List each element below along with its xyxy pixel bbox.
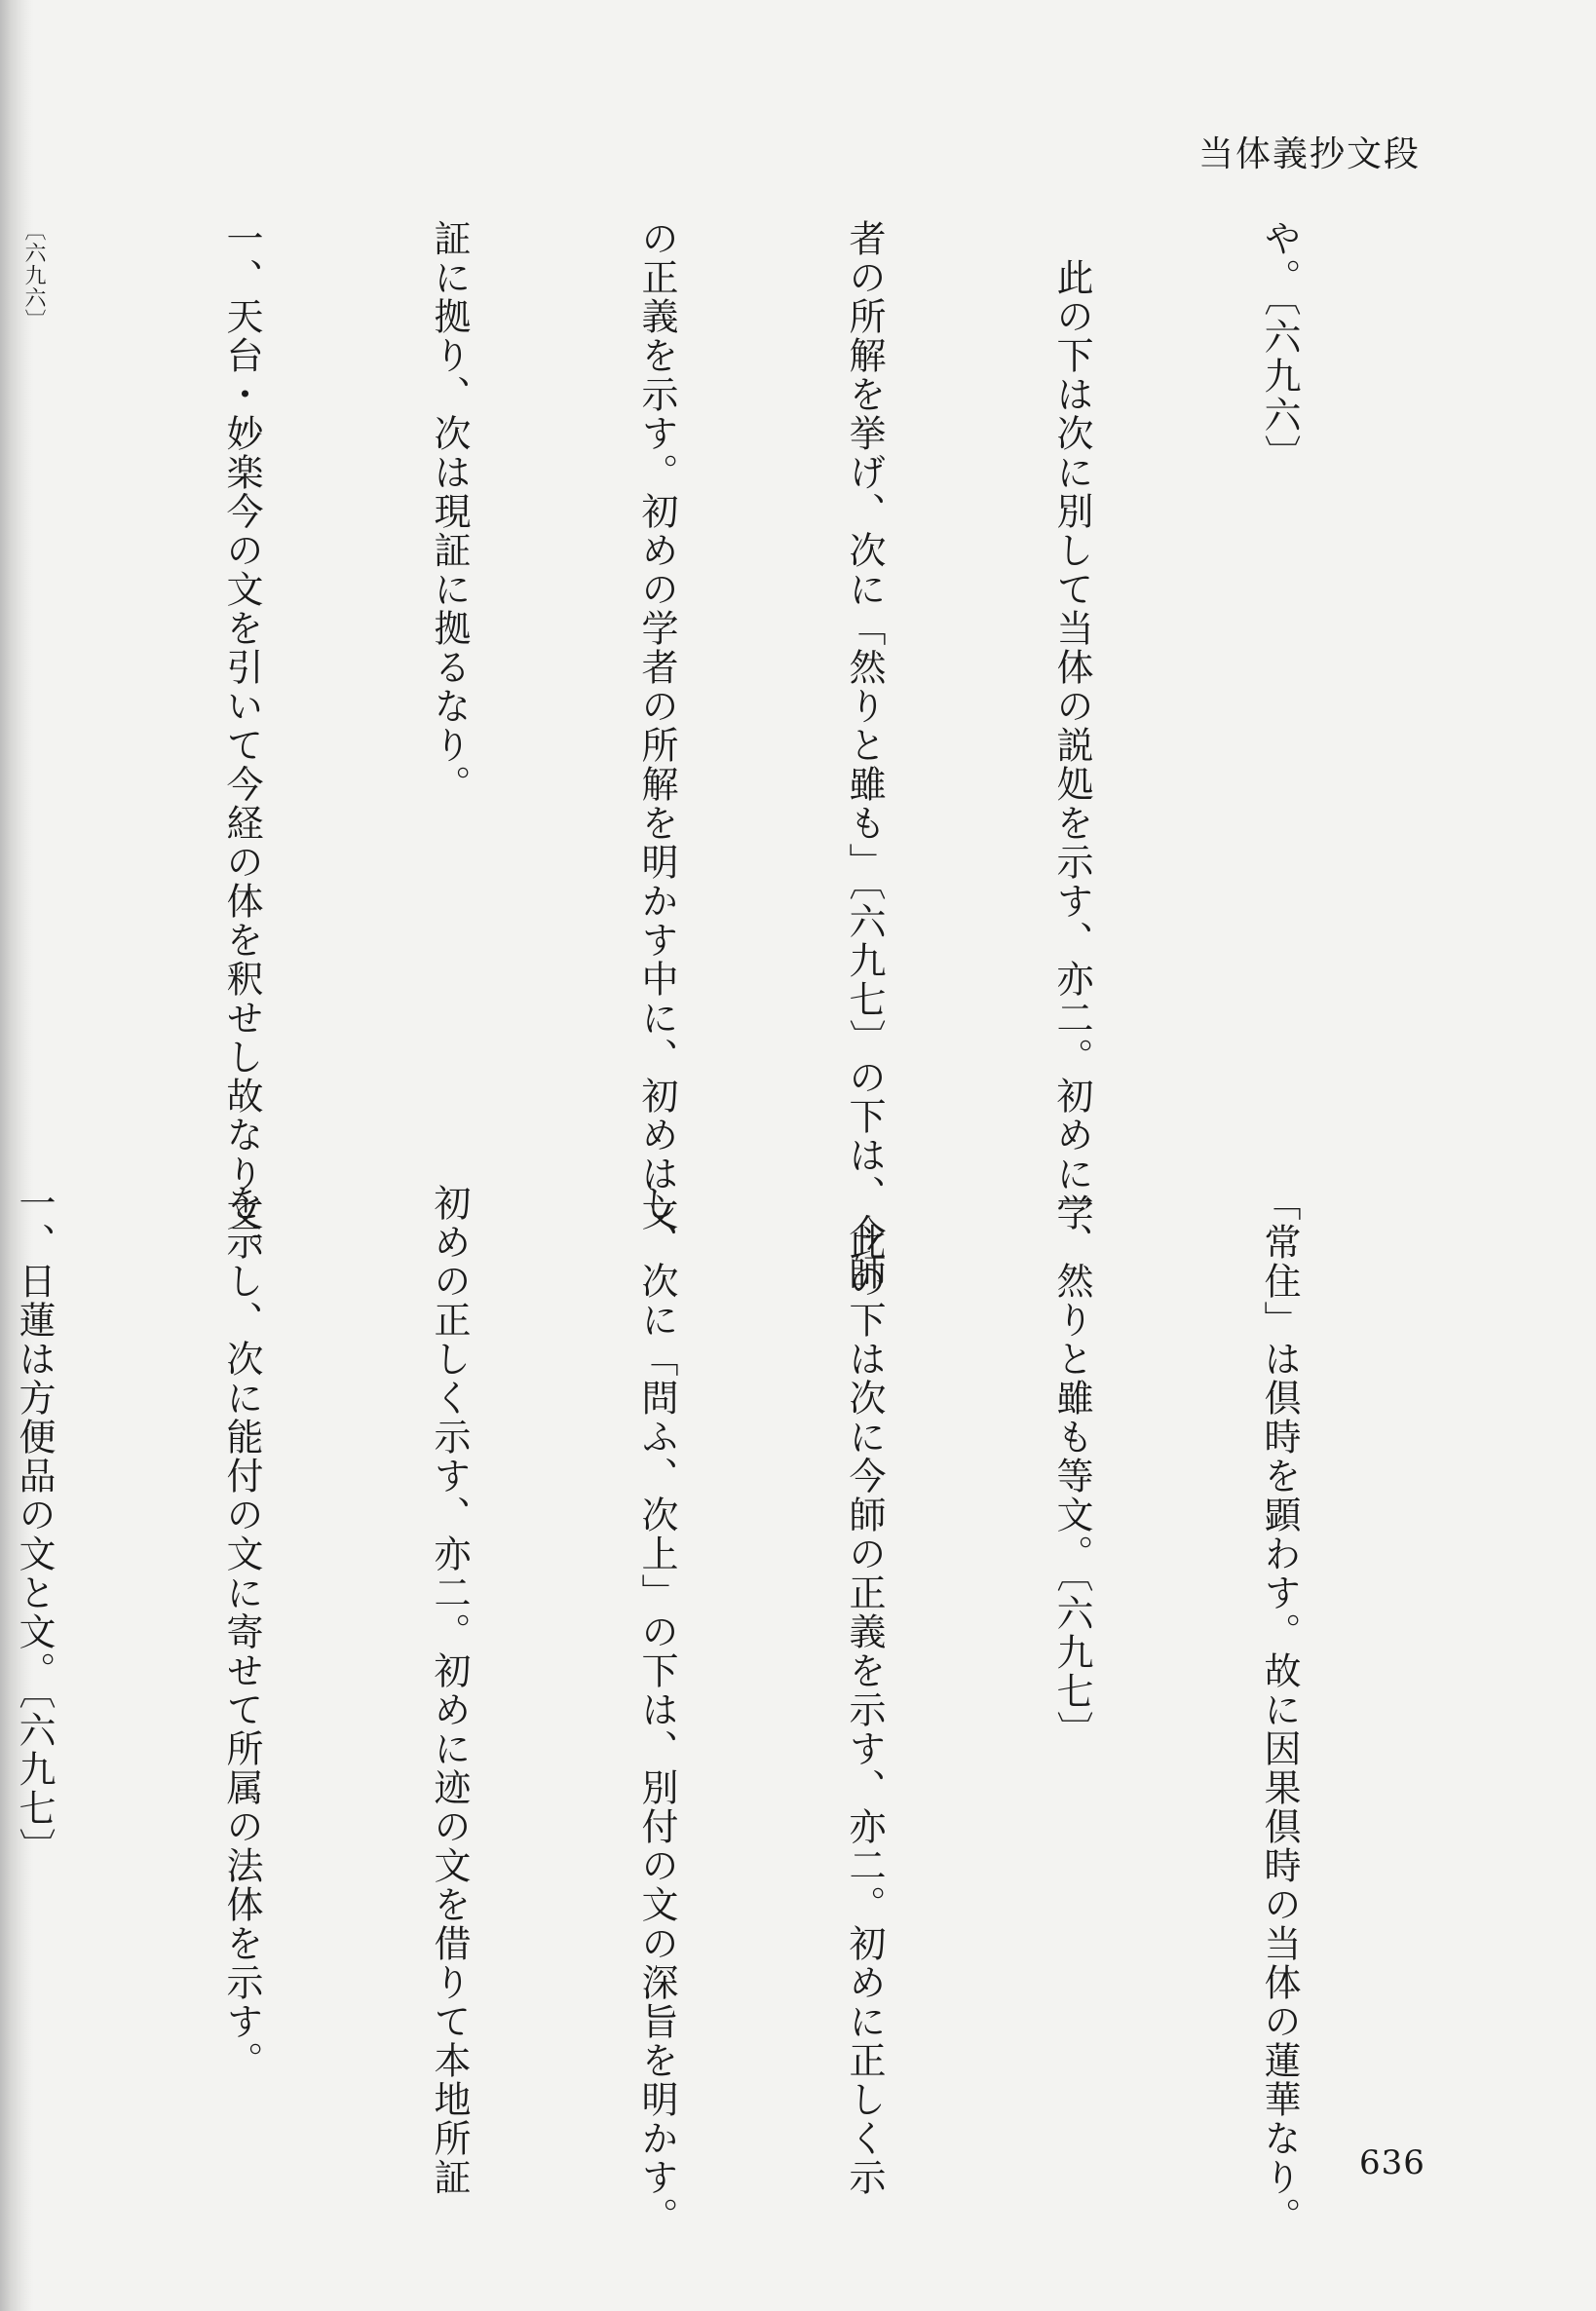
text-block-upper	[0, 219, 1452, 1292]
text-line: や。〔六九六〕	[1258, 219, 1301, 474]
text-line: 初めの正しく示す、亦二。初めに迹の文を借りて本地所証	[428, 1184, 471, 2197]
text-line: し、次に「問ふ、次上」の下は、別付の文の深旨を明かす。	[635, 1184, 678, 2236]
text-line: 一、然りと雖も等文。〔六九七〕	[1050, 1184, 1093, 1750]
text-line: 〔六九六〕	[21, 219, 46, 331]
page-number: 636	[1359, 2143, 1425, 2182]
text-line: 者の所解を挙げ、次に「然りと雖も」〔六九七〕の下は、今師	[843, 219, 886, 1292]
text-line: 証に拠り、次は現証に拠るなり。	[428, 219, 471, 804]
text-line: を示し、次に能付の文に寄せて所属の法体を示す。	[220, 1184, 263, 2080]
text-line: 一、日蓮は方便品の文と文。〔六九七〕	[13, 1184, 56, 1867]
text-line: の正義を示す。初めの学者の所解を明かす中に、初めは文	[635, 219, 678, 1232]
text-line: 「常住」は倶時を顕わす。故に因果倶時の当体の蓮華なり。	[1258, 1184, 1301, 2236]
text-line: 此の下は次に別して当体の説処を示す、亦二。初めに学	[1050, 219, 1093, 1232]
running-head: 当体義抄文段	[1197, 134, 1421, 174]
text-line: 此の下は次に今師の正義を示す、亦二。初めに正しく示	[843, 1184, 886, 2197]
text-line: 一、天台・妙楽今の文を引いて今経の体を釈せし故なり文。	[220, 219, 263, 1271]
